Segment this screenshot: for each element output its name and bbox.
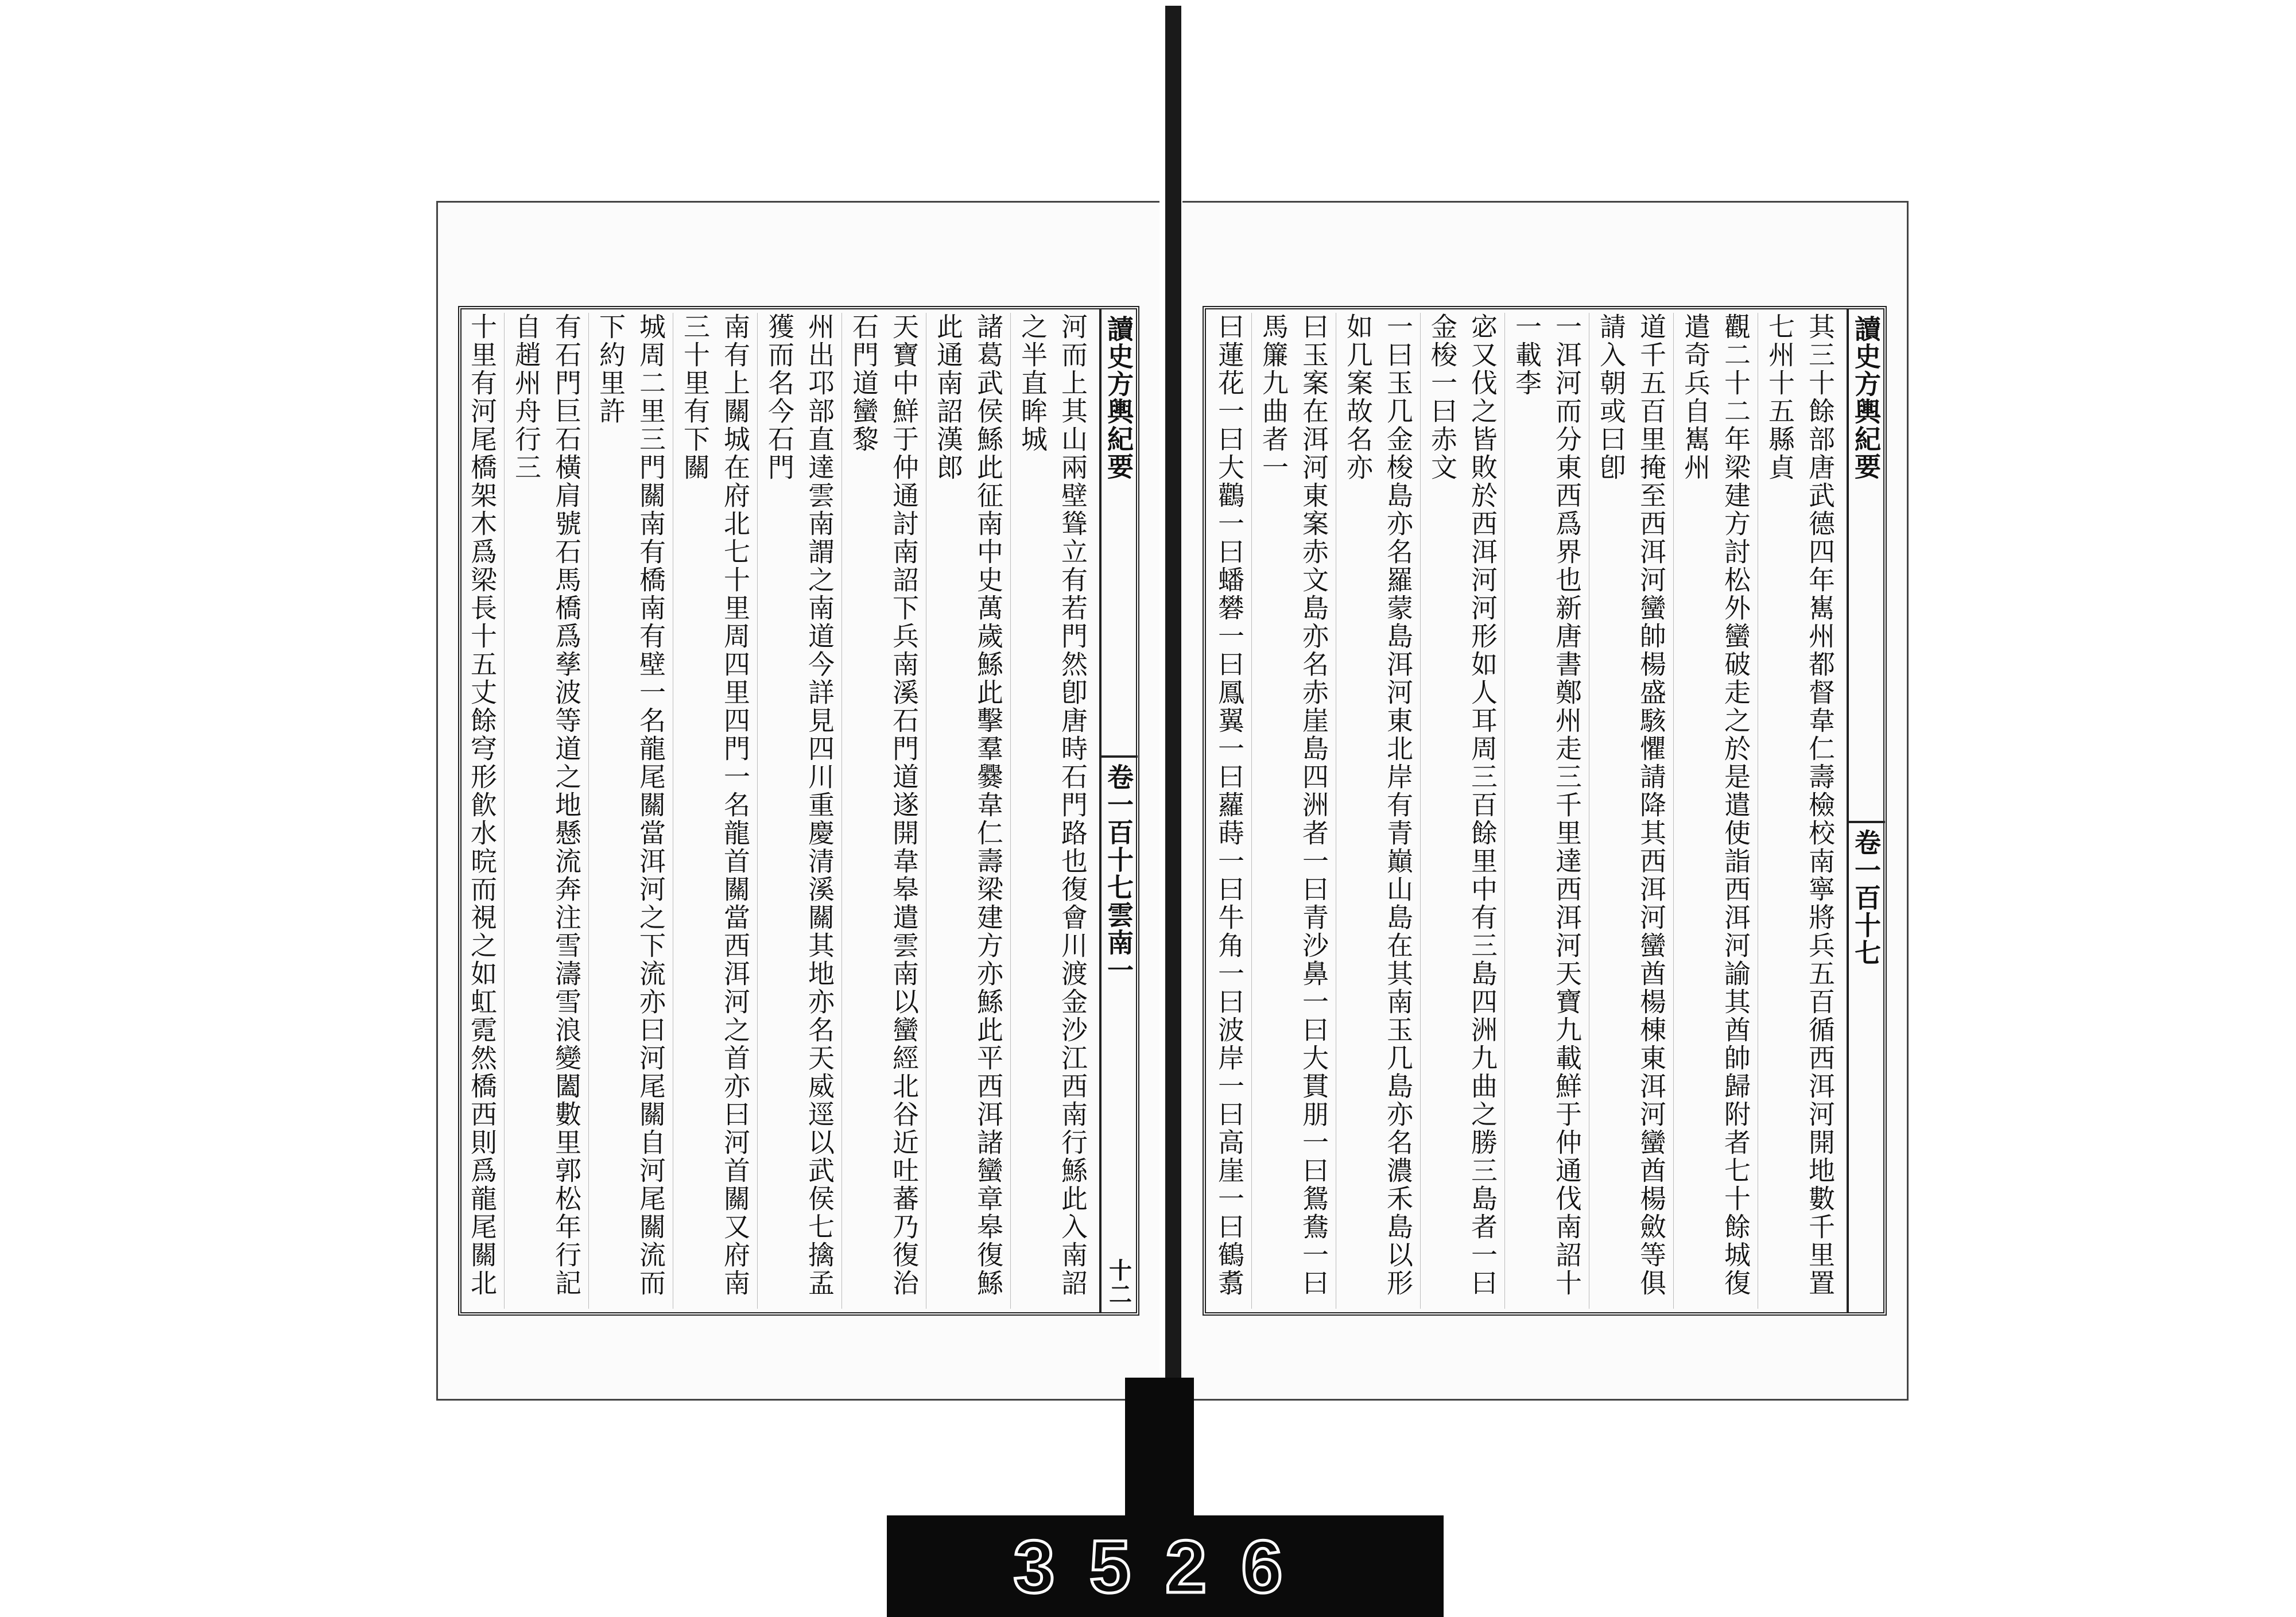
text-column: 河而上其山兩壁聳立有若門然卽唐時石門路也復會川渡金沙江西南行鯀此入南詔之半直眸城: [1010, 313, 1095, 1309]
left-page: [436, 201, 1159, 1401]
book-gutter: [1165, 6, 1181, 1378]
book-title: 讀史方輿紀要: [1851, 315, 1882, 480]
right-page: [1182, 201, 1909, 1401]
text-column: 曰玉案在洱河東案赤文島亦名赤崖島四洲者一曰青沙鼻一曰大貫朋一曰鴛鴦一曰馬簾九曲者一: [1251, 313, 1336, 1309]
folio-number: 十二: [1105, 1258, 1133, 1306]
chapter-label: 卷一百十七雲南一: [1100, 755, 1138, 984]
text-column: 一洱河而分東西爲界也新唐書鄭州走三千里達西洱河天寶九載鮮于仲通伐南詔十一載李: [1504, 313, 1589, 1309]
left-page-text: [461, 309, 1099, 1312]
text-column: 有石門巨石橫肩號石馬橋爲孳波等道之地懸流奔注雪濤雪浪變闔數里郭松年行記自趙州舟行三: [504, 313, 588, 1309]
text-column: 城周二里三門關南有橋南有壁一名龍尾關當洱河之下流亦曰河尾關自河尾關流而下約里許: [588, 313, 673, 1309]
text-column: 道千五百里掩至西洱河蠻帥楊盛駭懼請降其西洱河蠻酋楊棟東洱河蠻酋楊斂等俱請入朝或曰卽: [1589, 313, 1673, 1309]
book-title: 讀史方輿紀要: [1103, 315, 1134, 480]
archive-number-stamp: [887, 1515, 1444, 1617]
right-page-margin: [1847, 309, 1883, 1312]
text-column: 南有上關城在府北七十里周四里四門一名龍首關當西洱河之首亦曰河首關又府南三十里有下關: [673, 313, 757, 1309]
text-column: 曰蓮花一曰大鸛一曰蟠礬一曰鳳翼一曰蘿蒔一曰牛角一曰波岸一曰高崖一曰鶴翥: [1206, 313, 1251, 1309]
archive-number: 3526: [1013, 1524, 1317, 1608]
left-page-frame: [458, 306, 1139, 1316]
text-column: 其三十餘部唐武德四年嶲州都督韋仁壽檢校南寧將兵五百循西洱河開地數千里置七州十五縣貞: [1758, 313, 1842, 1309]
stamp-post: [1125, 1378, 1194, 1527]
right-page-text: [1206, 309, 1847, 1312]
chapter-label: 卷一百十七: [1847, 821, 1885, 967]
text-column: 觀二十二年梁建方討松外蠻破走之於是遣使詣西洱河諭其酋帥歸附者七十餘城復遣奇兵自嶲州: [1673, 313, 1758, 1309]
text-column: 宓又伐之皆敗於西洱河河形如人耳周三百餘里中有三島四洲九曲之勝三島者一曰金梭一曰赤文: [1420, 313, 1504, 1309]
text-column: 天寶中鮮于仲通討南詔下兵南溪石門道遂開韋皋遣雲南以蠻經北谷近吐蕃乃復治石門道蠻黎: [841, 313, 926, 1309]
right-page-frame: [1203, 306, 1887, 1316]
text-column: 諸葛武侯鯀此征南中史萬歲鯀此擊羣爨韋仁壽梁建方亦鯀此平西洱諸蠻章皋復鯀此通南詔漢郎: [926, 313, 1010, 1309]
text-column: 十里有河尾橋架木爲梁長十五丈餘穹形飮水晥而視之如虹霓然橋西則爲龍尾關北: [461, 313, 504, 1309]
text-column: 州出邛部直達雲南謂之南道今詳見四川重慶清溪關其地亦名天威逕以武侯七擒孟獲而名今石門: [757, 313, 841, 1309]
text-column: 一曰玉几金梭島亦名羅蒙島洱河東北岸有青巔山島在其南玉几島亦名濃禾島以形如几案故名亦: [1336, 313, 1420, 1309]
left-page-margin: [1099, 309, 1136, 1312]
